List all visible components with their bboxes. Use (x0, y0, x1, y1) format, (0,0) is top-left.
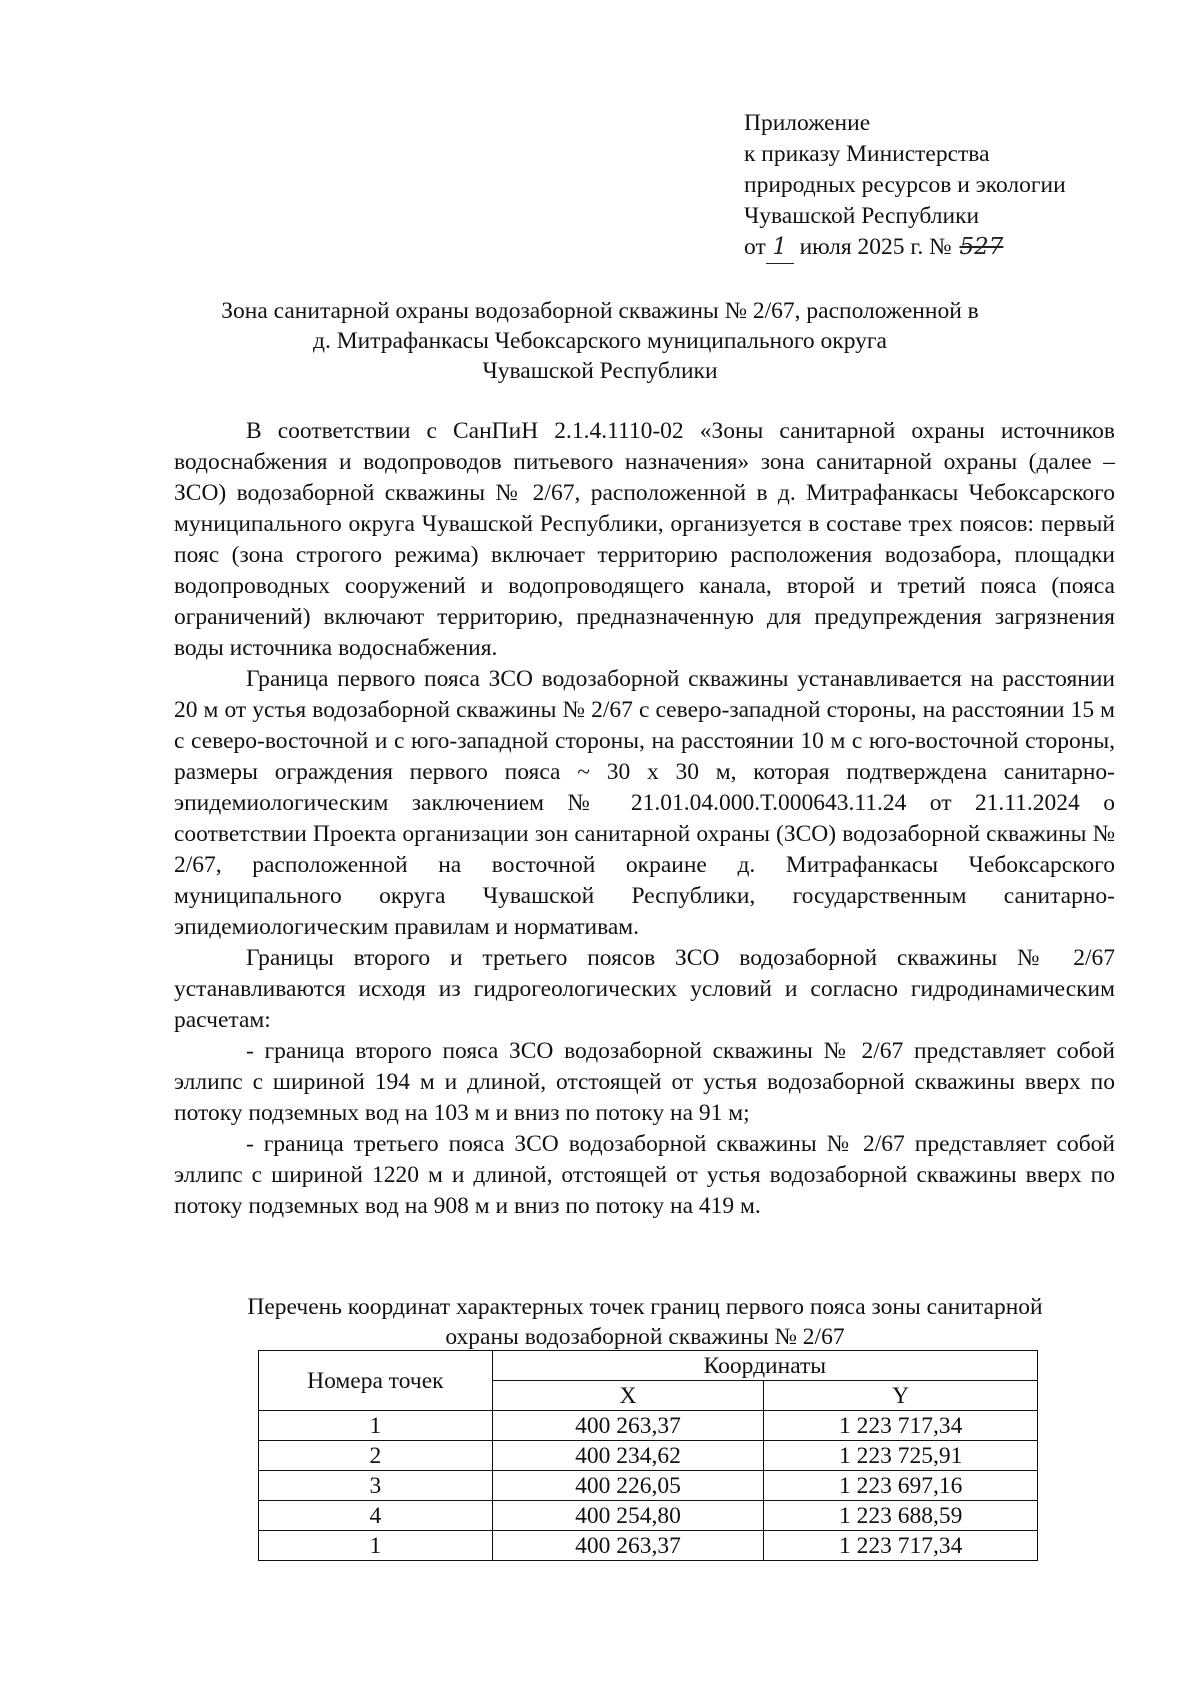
document-body (174, 416, 1115, 1222)
table-row (259, 1531, 1038, 1561)
date-prefix: от (744, 234, 766, 260)
title-line: Чувашской Республики (482, 358, 718, 384)
x-coordinate-cell: 400 254,80 (492, 1501, 764, 1531)
point-number-cell: 1 (259, 1531, 493, 1561)
table-row (259, 1441, 1038, 1471)
point-number-cell: 1 (259, 1411, 493, 1441)
table-row (259, 1501, 1038, 1531)
document-title (180, 296, 1020, 386)
appendix-line: к приказу Министерства (744, 141, 990, 167)
title-line: Зона санитарной охраны водозаборной скважины № 2/67, расположенной в (221, 298, 979, 324)
header-coordinates: Координаты (492, 1351, 1037, 1381)
handwritten-order-number: 527 (959, 234, 1004, 260)
body-paragraph: Граница первого пояса ЗСО водозаборной скважины устанавливается на расстоянии 20 м от устья водозаборной скважины № 2/67 с северо-западной стороны, на расстоянии 15 м с северо-восточной и с юго-западной стороны, на расстоянии 10 м с юго-восточной стороны, размеры ограждения первого пояса ~ 30 х 30 м, которая подтверждена санитарно-эпидемиологическим заключением № 21.01.04.000.Т.000643.11.24 от 21.11.2024 о соответствии Проекта организации зон санитарной охраны (ЗСО) водозаборной скважины № 2/67, расположенной на восточной окраине д. Митрафанкасы Чебоксарского муниципального округа Чувашской Республики, государственным санитарно-эпидемиологическим правилам и нормативам. (174, 666, 1115, 940)
y-coordinate-cell: 1 223 725,91 (764, 1441, 1038, 1471)
coordinates-table (258, 1350, 1038, 1561)
x-coordinate-cell: 400 234,62 (492, 1441, 764, 1471)
table-row (259, 1471, 1038, 1501)
header-point-numbers: Номера точек (259, 1351, 493, 1411)
table-header-row (259, 1351, 1038, 1381)
x-coordinate-cell: 400 263,37 (492, 1411, 764, 1441)
date-rest: июля 2025 г. № (799, 234, 952, 260)
body-paragraph: - граница второго пояса ЗСО водозаборной скважины № 2/67 представляет собой эллипс с шириной 194 м и длиной, отстоящей от устья водозаборной скважины вверх по потоку подземных вод на 103 м и вниз по потоку на 91 м; (174, 1038, 1115, 1126)
caption-line: охраны водозаборной скважины № 2/67 (445, 1324, 845, 1350)
x-coordinate-cell: 400 226,05 (492, 1471, 764, 1501)
y-coordinate-cell: 1 223 717,34 (764, 1411, 1038, 1441)
handwritten-day: 1 (766, 232, 794, 264)
point-number-cell: 3 (259, 1471, 493, 1501)
x-coordinate-cell: 400 263,37 (492, 1531, 764, 1561)
appendix-line: Чувашской Республики (744, 203, 980, 229)
body-paragraph: - граница третьего пояса ЗСО водозаборной скважины № 2/67 представляет собой эллипс с шириной 1220 м и длиной, отстоящей от устья водозаборной скважины вверх по потоку подземных вод на 908 м и вниз по потоку на 419 м. (174, 1131, 1115, 1219)
point-number-cell: 4 (259, 1501, 493, 1531)
y-coordinate-cell: 1 223 697,16 (764, 1471, 1038, 1501)
body-paragraph: Границы второго и третьего поясов ЗСО водозаборной скважины № 2/67 устанавливаются исходя из гидрогеологических условий и согласно гидродинамическим расчетам: (174, 945, 1115, 1033)
header-y: Y (764, 1381, 1038, 1411)
appendix-header (744, 108, 1066, 264)
caption-line: Перечень координат характерных точек границ первого пояса зоны санитарной (247, 1294, 1043, 1320)
appendix-line: Приложение (744, 110, 871, 136)
table-row (259, 1411, 1038, 1441)
body-paragraph: В соответствии с СанПиН 2.1.4.1110-02 «Зоны санитарной охраны источников водоснабжения и водопроводов питьевого назначения» зона санитарной охраны (далее – ЗСО) водозаборной скважины № 2/67, расположенной в д. Митрафанкасы Чебоксарского муниципального округа Чувашской Республики, организуется в составе трех поясов: первый пояс (зона строгого режима) включает территорию расположения водозабора, площадки водопроводных сооружений и водопроводящего канала, второй и третий пояса (пояса ограничений) включают территорию, предназначенную для предупреждения загрязнения воды источника водоснабжения. (174, 418, 1115, 661)
appendix-line: природных ресурсов и экологии (744, 172, 1066, 198)
point-number-cell: 2 (259, 1441, 493, 1471)
y-coordinate-cell: 1 223 717,34 (764, 1531, 1038, 1561)
table-caption (180, 1292, 1110, 1352)
header-x: X (492, 1381, 764, 1411)
appendix-date-line (744, 232, 1066, 264)
title-line: д. Митрафанкасы Чебоксарского муниципального округа (313, 328, 887, 354)
y-coordinate-cell: 1 223 688,59 (764, 1501, 1038, 1531)
